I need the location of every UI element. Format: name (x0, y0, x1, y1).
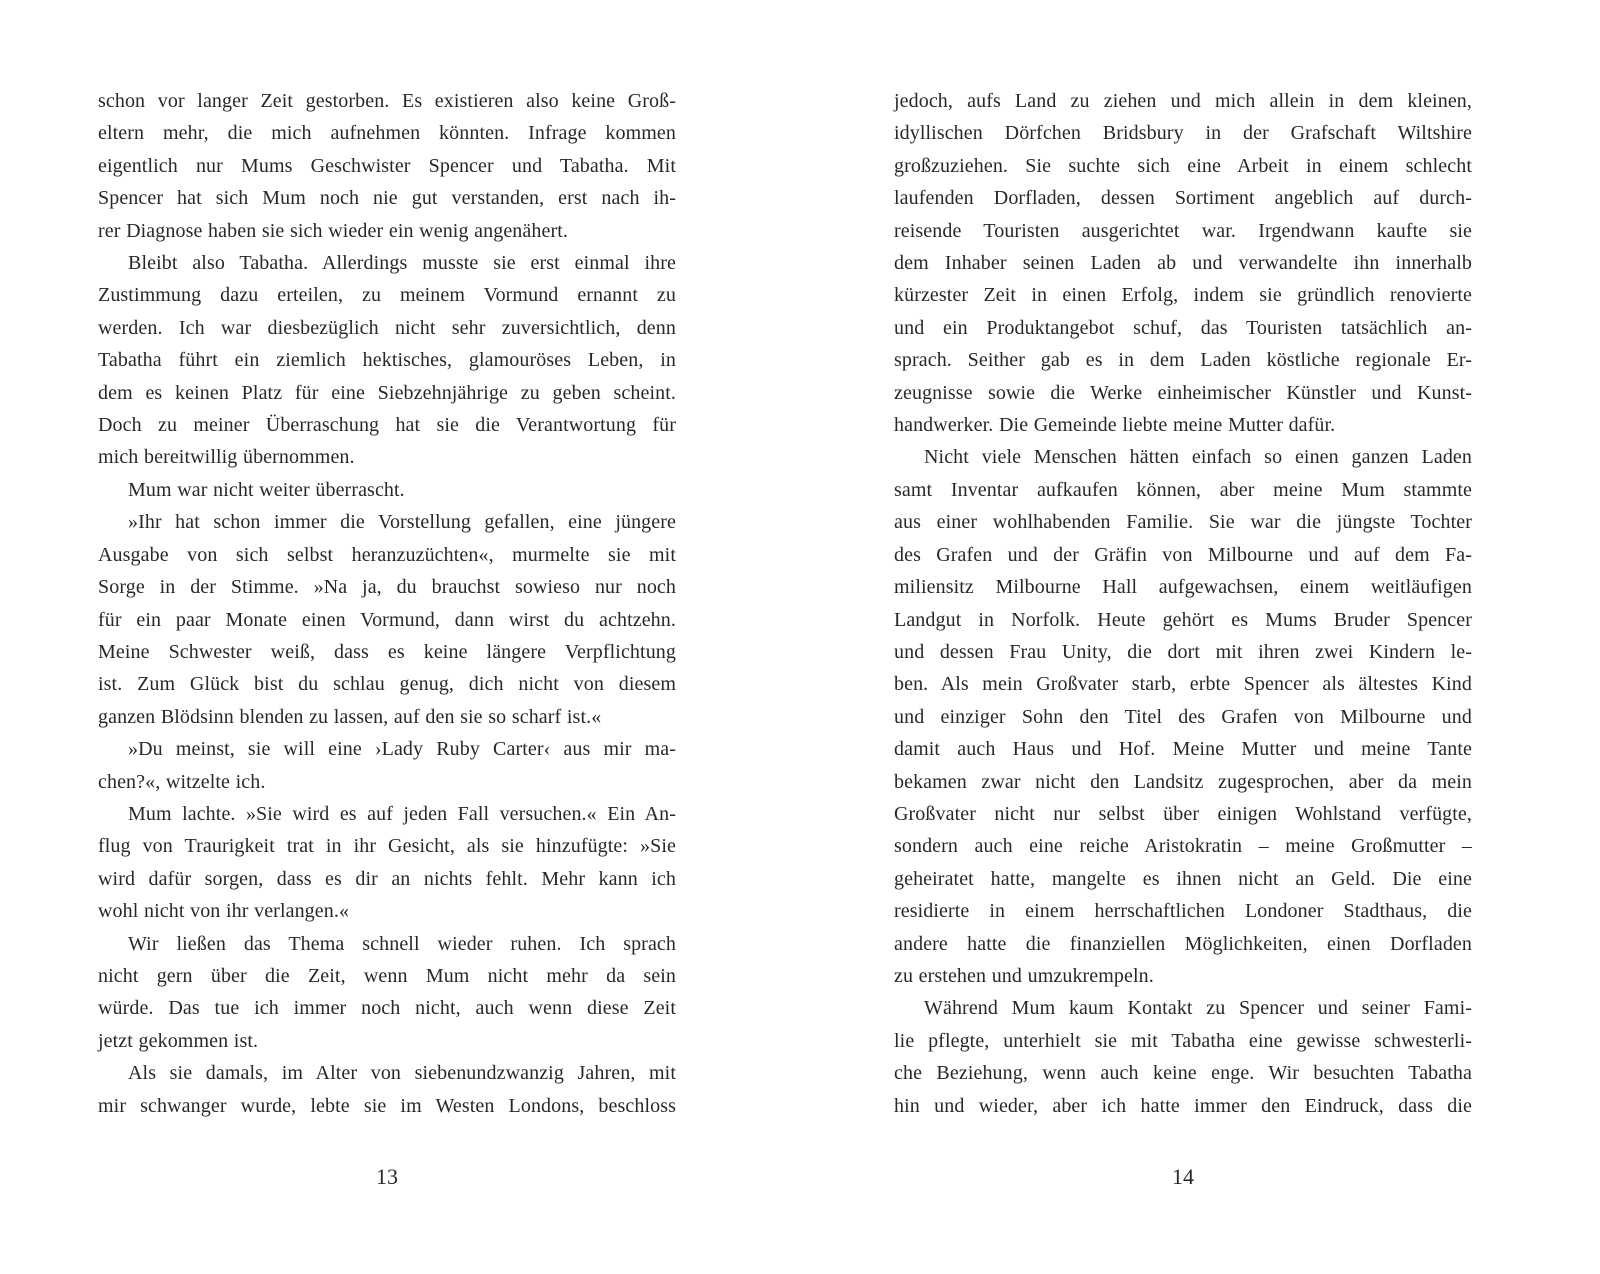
page-left-text (98, 85, 676, 1122)
text-line: sprach. Seither gab es in dem Laden köstliche regionale Er- (894, 349, 1472, 372)
text-line: ganzen Blödsinn blenden zu lassen, auf den sie so scharf ist.« (98, 705, 602, 728)
paragraph (894, 992, 1472, 1122)
text-line: flug von Traurigkeit trat in ihr Gesicht, als sie hinzufügte: »Sie (98, 835, 676, 858)
text-line: aus einer wohlhabenden Familie. Sie war die jüngste Tochter (894, 511, 1472, 534)
text-line: und dessen Frau Unity, die dort mit ihren zwei Kindern le- (894, 640, 1472, 663)
text-line: Während Mum kaum Kontakt zu Spencer und seiner Fami- (924, 997, 1472, 1020)
text-line: mich bereitwillig übernommen. (98, 446, 355, 469)
text-line: damit auch Haus und Hof. Meine Mutter und meine Tante (894, 738, 1472, 761)
text-line: wohl nicht von ihr verlangen.« (98, 900, 350, 923)
text-line: schon vor langer Zeit gestorben. Es existieren also keine Groß- (98, 90, 676, 112)
text-line: dem Inhaber seinen Laden ab und verwandelte ihn innerhalb (894, 252, 1472, 275)
text-line: Sorge in der Stimme. »Na ja, du brauchst sowieso nur noch (98, 576, 676, 599)
text-line: jedoch, aufs Land zu ziehen und mich allein in dem kleinen, (894, 90, 1472, 112)
text-line: dem es keinen Platz für eine Siebzehnjährige zu geben scheint. (98, 381, 676, 404)
paragraph (98, 928, 676, 1058)
text-line: che Beziehung, wenn auch keine enge. Wir besuchten Tabatha (894, 1062, 1472, 1085)
text-line: samt Inventar aufkaufen können, aber meine Mum stammte (894, 478, 1472, 501)
page-number-right: 14 (1172, 1164, 1194, 1189)
text-line: Meine Schwester weiß, dass es keine längere Verpflichtung (98, 640, 676, 663)
text-line: lie pflegte, unterhielt sie mit Tabatha eine gewisse schwesterli- (894, 1029, 1472, 1052)
text-line: großzuziehen. Sie suchte sich eine Arbeit in einem schlecht (894, 154, 1472, 177)
text-line: bekamen zwar nicht den Landsitz zugesprochen, aber da mein (894, 770, 1472, 793)
text-line: Landgut in Norfolk. Heute gehört es Mums Bruder Spencer (894, 608, 1472, 631)
text-line: Wir ließen das Thema schnell wieder ruhen. Ich sprach (128, 932, 676, 955)
text-line: residierte in einem herrschaftlichen Londoner Stadthaus, die (894, 900, 1472, 923)
text-line: andere hatte die finanziellen Möglichkeiten, einen Dorfladen (894, 932, 1472, 955)
text-line: ben. Als mein Großvater starb, erbte Spencer als ältestes Kind (894, 673, 1472, 696)
text-line: »Ihr hat schon immer die Vorstellung gefallen, eine jüngere (128, 511, 676, 534)
text-line: eigentlich nur Mums Geschwister Spencer und Tabatha. Mit (98, 154, 676, 177)
page-right-text (894, 85, 1472, 1122)
text-line: Als sie damals, im Alter von siebenundzwanzig Jahren, mit (128, 1062, 676, 1085)
text-line: miliensitz Milbourne Hall aufgewachsen, einem weitläufigen (894, 576, 1472, 599)
text-line: handwerker. Die Gemeinde liebte meine Mutter dafür. (894, 414, 1336, 437)
text-line: des Grafen und der Gräfin von Milbourne und auf dem Fa- (894, 543, 1472, 566)
text-line: würde. Das tue ich immer noch nicht, auch wenn diese Zeit (98, 997, 676, 1020)
text-line: Spencer hat sich Mum noch nie gut verstanden, erst nach ih- (98, 187, 676, 210)
text-line: idyllischen Dörfchen Bridsbury in der Grafschaft Wiltshire (894, 122, 1472, 145)
paragraph (98, 506, 676, 733)
text-line: laufenden Dorfladen, dessen Sortiment angeblich auf durch- (894, 187, 1472, 210)
paragraph (894, 85, 1472, 441)
text-line: Doch zu meiner Überraschung hat sie die Verantwortung für (98, 414, 676, 437)
text-line: zeugnisse sowie die Werke einheimischer Künstler und Kunst- (894, 381, 1472, 404)
paragraph (98, 247, 676, 474)
text-line: chen?«, witzelte ich. (98, 770, 266, 793)
text-line: zu erstehen und umzukrempeln. (894, 964, 1154, 987)
page-number-left: 13 (376, 1164, 398, 1189)
text-line: reisende Touristen ausgerichtet war. Irgendwann kaufte sie (894, 219, 1472, 242)
text-line: Mum war nicht weiter überrascht. (128, 478, 405, 501)
text-line: Bleibt also Tabatha. Allerdings musste sie erst einmal ihre (128, 252, 676, 275)
text-line: Mum lachte. »Sie wird es auf jeden Fall versuchen.« Ein An- (128, 802, 676, 825)
text-line: »Du meinst, sie will eine ›Lady Ruby Carter‹ aus mir ma- (128, 738, 676, 761)
text-line: sondern auch eine reiche Aristokratin – meine Großmutter – (894, 835, 1472, 858)
text-line: eltern mehr, die mich aufnehmen könnten. Infrage kommen (98, 122, 676, 145)
paragraph (98, 733, 676, 798)
text-line: ist. Zum Glück bist du schlau genug, dich nicht von diesem (98, 673, 676, 696)
text-line: für ein paar Monate einen Vormund, dann wirst du achtzehn. (98, 608, 676, 631)
paragraph (98, 798, 676, 928)
text-line: wird dafür sorgen, dass es dir an nichts fehlt. Mehr kann ich (98, 867, 676, 890)
text-line: Tabatha führt ein ziemlich hektisches, glamouröses Leben, in (98, 349, 676, 372)
paragraph (98, 474, 676, 506)
text-line: rer Diagnose haben sie sich wieder ein wenig angenähert. (98, 219, 568, 242)
paragraph (894, 441, 1472, 992)
text-line: hin und wieder, aber ich hatte immer den Eindruck, dass die (894, 1094, 1472, 1117)
text-line: und ein Produktangebot schuf, das Touristen tatsächlich an- (894, 316, 1472, 339)
text-line: Großvater nicht nur selbst über einigen Wohlstand verfügte, (894, 802, 1472, 825)
text-line: Ausgabe von sich selbst heranzuzüchten«, murmelte sie mit (98, 543, 676, 566)
paragraph (98, 85, 676, 247)
text-line: kürzester Zeit in einen Erfolg, indem sie gründlich renovierte (894, 284, 1472, 307)
text-line: mir schwanger wurde, lebte sie im Westen Londons, beschloss (98, 1094, 676, 1117)
text-line: geheiratet hatte, mangelte es ihnen nicht an Geld. Die eine (894, 867, 1472, 890)
text-line: jetzt gekommen ist. (98, 1029, 259, 1052)
text-line: Zustimmung dazu erteilen, zu meinem Vormund ernannt zu (98, 284, 676, 307)
paragraph (98, 1057, 676, 1122)
text-line: und einziger Sohn den Titel des Grafen von Milbourne und (894, 705, 1472, 728)
text-line: werden. Ich war diesbezüglich nicht sehr zuversichtlich, denn (98, 316, 676, 339)
text-line: nicht gern über die Zeit, wenn Mum nicht mehr da sein (98, 964, 676, 987)
text-line: Nicht viele Menschen hätten einfach so einen ganzen Laden (924, 446, 1472, 469)
